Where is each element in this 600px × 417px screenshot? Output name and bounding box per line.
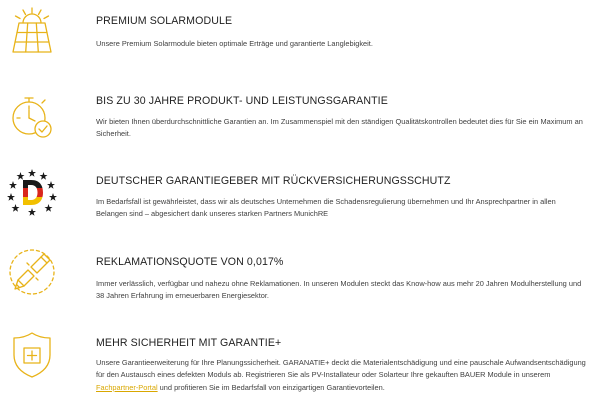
broken-pencil-icon <box>6 246 58 298</box>
feature-description-text: und profitieren Sie im Bedarfsfall von einzigartigen Garantievorteilen. <box>157 382 385 392</box>
feature-title: MEHR SICHERHEIT MIT GARANTIE+ <box>96 337 282 349</box>
feature-description: Im Bedarfsfall ist gewährleistet, dass wir als deutsches Unternehmen die Schadensregulierung übernehmen und Ihr Ansprechpartner in allen Belangen sind – abgesichert dank unseres starken Partners MunichRE <box>96 197 556 219</box>
solar-panel-icon <box>6 6 58 58</box>
feature-description: Wir bieten Ihnen überdurchschnittliche Garantien an. Im Zusammenspiel mit den ständigen Qualitätskontrollen bedeutet dies für Sie ein Maximum an Sicherheit. <box>96 117 583 139</box>
shield-plus-icon <box>6 329 58 381</box>
feature-description <box>96 357 588 394</box>
feature-title: DEUTSCHER GARANTIEGEBER MIT RÜCKVERSICHERUNGSSCHUTZ <box>96 175 451 187</box>
feature-title: BIS ZU 30 JAHRE PRODUKT- UND LEISTUNGSGARANTIE <box>96 95 388 107</box>
feature-title: PREMIUM SOLARMODULE <box>96 15 233 27</box>
german-d-stars-icon <box>6 166 58 218</box>
fachpartner-portal-link[interactable]: Fachpartner-Portal <box>96 382 158 392</box>
feature-description: Unsere Premium Solarmodule bieten optimale Erträge und garantierte Langlebigkeit. <box>96 39 373 48</box>
stopwatch-check-icon <box>6 91 58 143</box>
feature-description-text: Unsere Garantieerweiterung für Ihre Planungssicherheit. GARANATIE+ deckt die Materialentschädigung und eine pauschale Aufwandsentschädigung für den Austausch eines defekten Moduls ab. Registrieren Sie als PV-Installateur oder Solarteur Ihre gekauften BAUER Module in unserem <box>96 358 586 380</box>
feature-title: REKLAMATIONSQUOTE VON 0,017% <box>96 256 284 268</box>
feature-description: Immer verlässlich, verfügbar und nahezu ohne Reklamationen. In unseren Modulen steckt das Know-how aus mehr 20 Jahren Modulherstellung und 38 Jahren Erfahrung im erneuerbaren Energiesektor. <box>96 279 582 301</box>
